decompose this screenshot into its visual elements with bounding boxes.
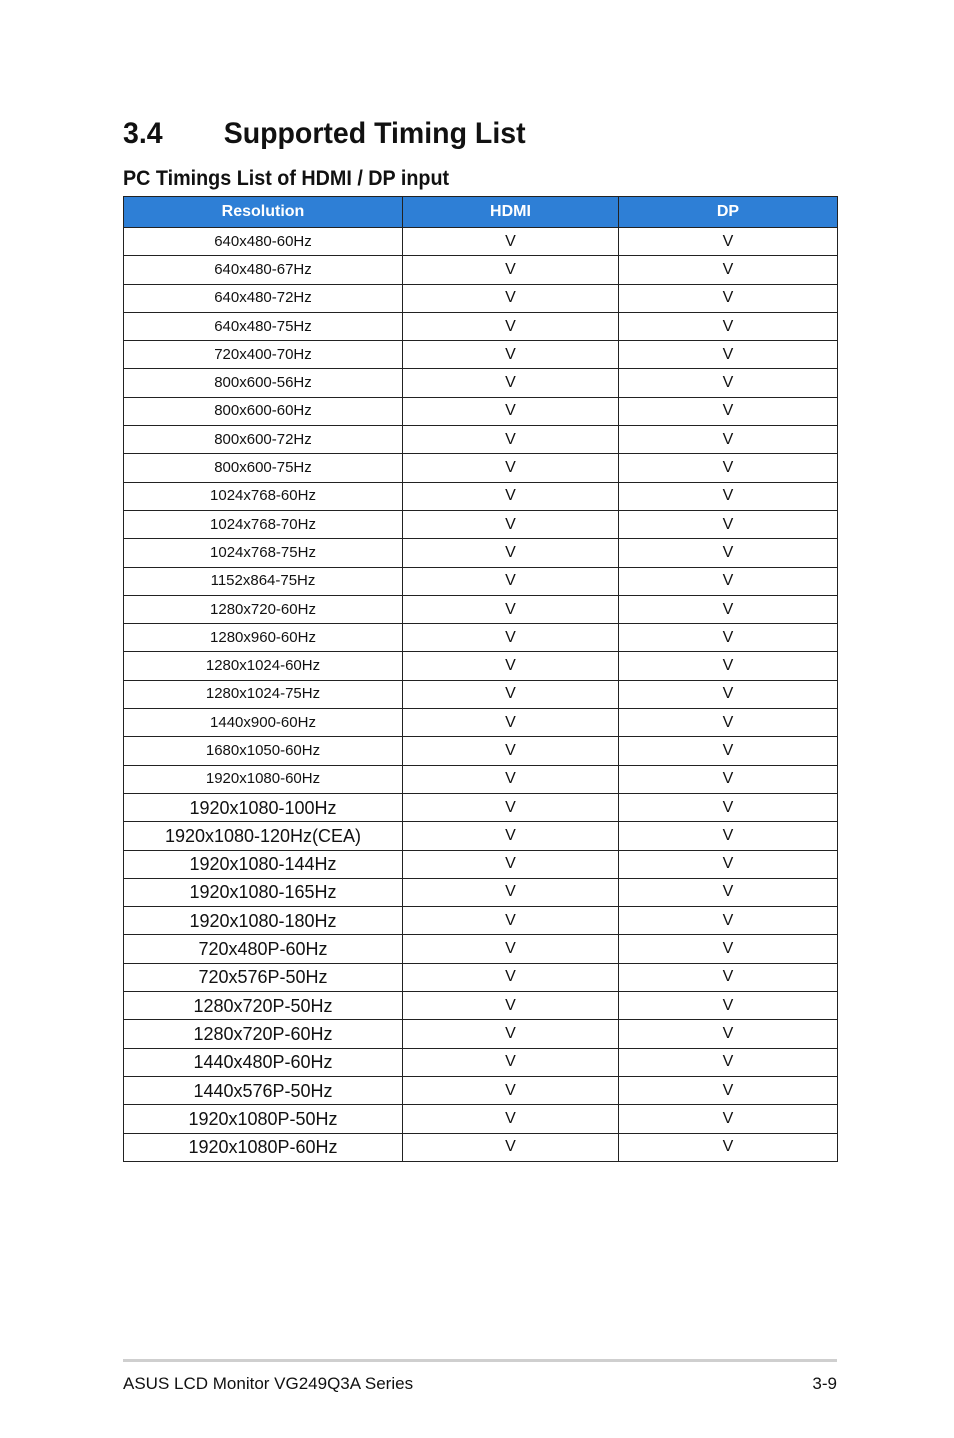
resolution-cell: 1280x720P-50Hz xyxy=(124,992,403,1020)
resolution-cell: 800x600-72Hz xyxy=(124,426,403,454)
table-header-row xyxy=(124,197,838,228)
resolution-cell: 1280x720-60Hz xyxy=(124,595,403,623)
hdmi-support-cell: V xyxy=(403,652,619,680)
hdmi-support-cell: V xyxy=(403,539,619,567)
hdmi-support-cell: V xyxy=(403,312,619,340)
dp-support-cell: V xyxy=(619,1048,838,1076)
table-row xyxy=(124,312,838,340)
table-row xyxy=(124,793,838,821)
column-header-resolution: Resolution xyxy=(124,197,403,228)
dp-support-cell: V xyxy=(619,793,838,821)
hdmi-support-cell: V xyxy=(403,1133,619,1161)
resolution-cell: 1920x1080-100Hz xyxy=(124,793,403,821)
dp-support-cell: V xyxy=(619,1105,838,1133)
table-row xyxy=(124,709,838,737)
resolution-cell: 1920x1080-60Hz xyxy=(124,765,403,793)
resolution-cell: 1440x480P-60Hz xyxy=(124,1048,403,1076)
hdmi-support-cell: V xyxy=(403,907,619,935)
table-row xyxy=(124,341,838,369)
resolution-cell: 1280x1024-60Hz xyxy=(124,652,403,680)
resolution-cell: 1280x960-60Hz xyxy=(124,624,403,652)
dp-support-cell: V xyxy=(619,539,838,567)
dp-support-cell: V xyxy=(619,1020,838,1048)
dp-support-cell: V xyxy=(619,1133,838,1161)
table-row xyxy=(124,822,838,850)
resolution-cell: 800x600-56Hz xyxy=(124,369,403,397)
dp-support-cell: V xyxy=(619,907,838,935)
dp-support-cell: V xyxy=(619,624,838,652)
hdmi-support-cell: V xyxy=(403,793,619,821)
resolution-cell: 1152x864-75Hz xyxy=(124,567,403,595)
hdmi-support-cell: V xyxy=(403,624,619,652)
dp-support-cell: V xyxy=(619,228,838,256)
table-row xyxy=(124,284,838,312)
dp-support-cell: V xyxy=(619,341,838,369)
column-header-hdmi: HDMI xyxy=(403,197,619,228)
dp-support-cell: V xyxy=(619,878,838,906)
resolution-cell: 640x480-67Hz xyxy=(124,256,403,284)
footer-divider xyxy=(123,1359,837,1362)
table-row xyxy=(124,765,838,793)
table-row xyxy=(124,228,838,256)
hdmi-support-cell: V xyxy=(403,369,619,397)
resolution-cell: 640x480-60Hz xyxy=(124,228,403,256)
dp-support-cell: V xyxy=(619,426,838,454)
table-row xyxy=(124,1105,838,1133)
resolution-cell: 1920x1080-165Hz xyxy=(124,878,403,906)
hdmi-support-cell: V xyxy=(403,737,619,765)
hdmi-support-cell: V xyxy=(403,1048,619,1076)
resolution-cell: 1920x1080P-50Hz xyxy=(124,1105,403,1133)
table-row xyxy=(124,595,838,623)
resolution-cell: 1024x768-60Hz xyxy=(124,482,403,510)
resolution-cell: 800x600-60Hz xyxy=(124,397,403,425)
hdmi-support-cell: V xyxy=(403,256,619,284)
resolution-cell: 1280x1024-75Hz xyxy=(124,680,403,708)
table-row xyxy=(124,1048,838,1076)
table-row xyxy=(124,652,838,680)
table-row xyxy=(124,539,838,567)
table-row xyxy=(124,1076,838,1104)
resolution-cell: 1680x1050-60Hz xyxy=(124,737,403,765)
table-row xyxy=(124,256,838,284)
dp-support-cell: V xyxy=(619,397,838,425)
table-row xyxy=(124,624,838,652)
table-row xyxy=(124,992,838,1020)
dp-support-cell: V xyxy=(619,709,838,737)
dp-support-cell: V xyxy=(619,850,838,878)
table-row xyxy=(124,935,838,963)
dp-support-cell: V xyxy=(619,992,838,1020)
hdmi-support-cell: V xyxy=(403,1105,619,1133)
section-title: Supported Timing List xyxy=(223,117,526,150)
hdmi-support-cell: V xyxy=(403,765,619,793)
hdmi-support-cell: V xyxy=(403,709,619,737)
dp-support-cell: V xyxy=(619,454,838,482)
hdmi-support-cell: V xyxy=(403,1076,619,1104)
dp-support-cell: V xyxy=(619,312,838,340)
table-row xyxy=(124,567,838,595)
table-row xyxy=(124,850,838,878)
hdmi-support-cell: V xyxy=(403,1020,619,1048)
table-body xyxy=(124,228,838,1162)
dp-support-cell: V xyxy=(619,256,838,284)
table-row xyxy=(124,737,838,765)
dp-support-cell: V xyxy=(619,482,838,510)
hdmi-support-cell: V xyxy=(403,228,619,256)
dp-support-cell: V xyxy=(619,680,838,708)
hdmi-support-cell: V xyxy=(403,935,619,963)
resolution-cell: 1920x1080-120Hz(CEA) xyxy=(124,822,403,850)
footer-product-name: ASUS LCD Monitor VG249Q3A Series xyxy=(123,1374,414,1393)
resolution-cell: 1920x1080-180Hz xyxy=(124,907,403,935)
dp-support-cell: V xyxy=(619,369,838,397)
timing-table xyxy=(123,196,838,1162)
hdmi-support-cell: V xyxy=(403,680,619,708)
table-row xyxy=(124,510,838,538)
dp-support-cell: V xyxy=(619,765,838,793)
hdmi-support-cell: V xyxy=(403,454,619,482)
table-row xyxy=(124,907,838,935)
table-row xyxy=(124,397,838,425)
hdmi-support-cell: V xyxy=(403,510,619,538)
dp-support-cell: V xyxy=(619,567,838,595)
resolution-cell: 1920x1080P-60Hz xyxy=(124,1133,403,1161)
dp-support-cell: V xyxy=(619,284,838,312)
table-row xyxy=(124,454,838,482)
table-row xyxy=(124,426,838,454)
hdmi-support-cell: V xyxy=(403,397,619,425)
dp-support-cell: V xyxy=(619,963,838,991)
resolution-cell: 720x400-70Hz xyxy=(124,341,403,369)
hdmi-support-cell: V xyxy=(403,284,619,312)
table-row xyxy=(124,1133,838,1161)
resolution-cell: 1024x768-75Hz xyxy=(124,539,403,567)
column-header-dp: DP xyxy=(619,197,838,228)
hdmi-support-cell: V xyxy=(403,992,619,1020)
dp-support-cell: V xyxy=(619,1076,838,1104)
dp-support-cell: V xyxy=(619,737,838,765)
table-row xyxy=(124,482,838,510)
hdmi-support-cell: V xyxy=(403,963,619,991)
table-row xyxy=(124,963,838,991)
table-row xyxy=(124,878,838,906)
resolution-cell: 1024x768-70Hz xyxy=(124,510,403,538)
section-number: 3.4 xyxy=(123,117,163,150)
table-row xyxy=(124,1020,838,1048)
hdmi-support-cell: V xyxy=(403,595,619,623)
resolution-cell: 1280x720P-60Hz xyxy=(124,1020,403,1048)
hdmi-support-cell: V xyxy=(403,850,619,878)
resolution-cell: 1440x900-60Hz xyxy=(124,709,403,737)
resolution-cell: 640x480-72Hz xyxy=(124,284,403,312)
resolution-cell: 1440x576P-50Hz xyxy=(124,1076,403,1104)
hdmi-support-cell: V xyxy=(403,822,619,850)
table-title: PC Timings List of HDMI / DP input xyxy=(123,167,450,190)
table-row xyxy=(124,680,838,708)
hdmi-support-cell: V xyxy=(403,482,619,510)
section-heading xyxy=(123,112,526,156)
dp-support-cell: V xyxy=(619,595,838,623)
dp-support-cell: V xyxy=(619,935,838,963)
table-row xyxy=(124,369,838,397)
hdmi-support-cell: V xyxy=(403,426,619,454)
hdmi-support-cell: V xyxy=(403,341,619,369)
dp-support-cell: V xyxy=(619,652,838,680)
resolution-cell: 720x576P-50Hz xyxy=(124,963,403,991)
resolution-cell: 1920x1080-144Hz xyxy=(124,850,403,878)
dp-support-cell: V xyxy=(619,822,838,850)
dp-support-cell: V xyxy=(619,510,838,538)
hdmi-support-cell: V xyxy=(403,567,619,595)
resolution-cell: 720x480P-60Hz xyxy=(124,935,403,963)
hdmi-support-cell: V xyxy=(403,878,619,906)
footer-page-number: 3-9 xyxy=(812,1374,837,1393)
resolution-cell: 800x600-75Hz xyxy=(124,454,403,482)
resolution-cell: 640x480-75Hz xyxy=(124,312,403,340)
